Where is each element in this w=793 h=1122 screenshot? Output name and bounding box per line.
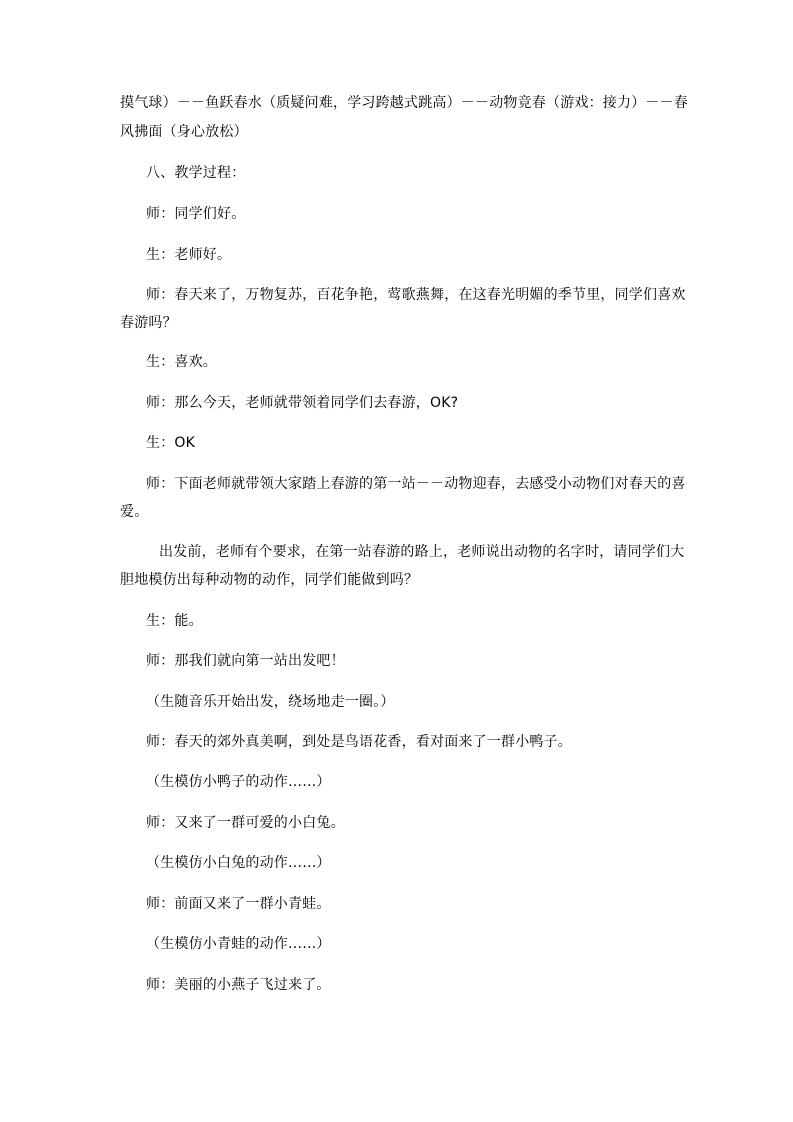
stage-direction: （生随音乐开始出发，绕场地走一圈。） — [146, 694, 395, 710]
dialogue-line: 师：前面又来了一群小青蛙。 — [146, 896, 331, 912]
paragraph-line: 胆地模仿出每种动物的动作，同学们能做到吗？ — [120, 572, 419, 588]
dialogue-line: 春游吗？ — [120, 315, 177, 331]
stage-direction: （生模仿小青蛙的动作……） — [146, 936, 331, 952]
dialogue-line: 生：老师好。 — [146, 247, 232, 263]
dialogue-line: 师：春天的郊外真美啊，到处是鸟语花香，看对面来了一群小鸭子。 — [146, 734, 572, 750]
text-line: 摸气球）－－鱼跃春水（质疑问难，学习跨越式跳高）－－动物竞春（游戏：接力）－－春 — [120, 95, 688, 111]
dialogue-line: 师：春天来了，万物复苏，百花争艳，莺歌燕舞，在这春光明媚的季节里，同学们喜欢 — [146, 287, 686, 303]
dialogue-line: 爱。 — [120, 504, 149, 520]
text-line: 风拂面（身心放松） — [120, 124, 248, 140]
stage-direction: （生模仿小鸭子的动作……） — [146, 774, 331, 790]
dialogue-line: 师：美丽的小燕子飞过来了。 — [146, 977, 331, 993]
dialogue-line: 生：OK — [146, 435, 196, 451]
dialogue-line: 师：那么今天，老师就带领着同学们去春游，OK? — [146, 395, 459, 411]
section-heading: 八、教学过程： — [146, 165, 246, 181]
paragraph-line: 出发前，老师有个要求，在第一站春游的路上，老师说出动物的名字时，请同学们大 — [159, 544, 685, 560]
dialogue-line: 师：那我们就向第一站出发吧！ — [146, 653, 345, 669]
dialogue-line: 师：同学们好。 — [146, 206, 246, 222]
dialogue-line: 生：能。 — [146, 613, 203, 629]
dialogue-line: 师：下面老师就带领大家踏上春游的第一站－－动物迎春，去感受小动物们对春天的喜 — [146, 476, 686, 492]
dialogue-line: 生：喜欢。 — [146, 354, 217, 370]
stage-direction: （生模仿小白兔的动作……） — [146, 855, 331, 871]
dialogue-line: 师：又来了一群可爱的小白兔。 — [146, 815, 345, 831]
